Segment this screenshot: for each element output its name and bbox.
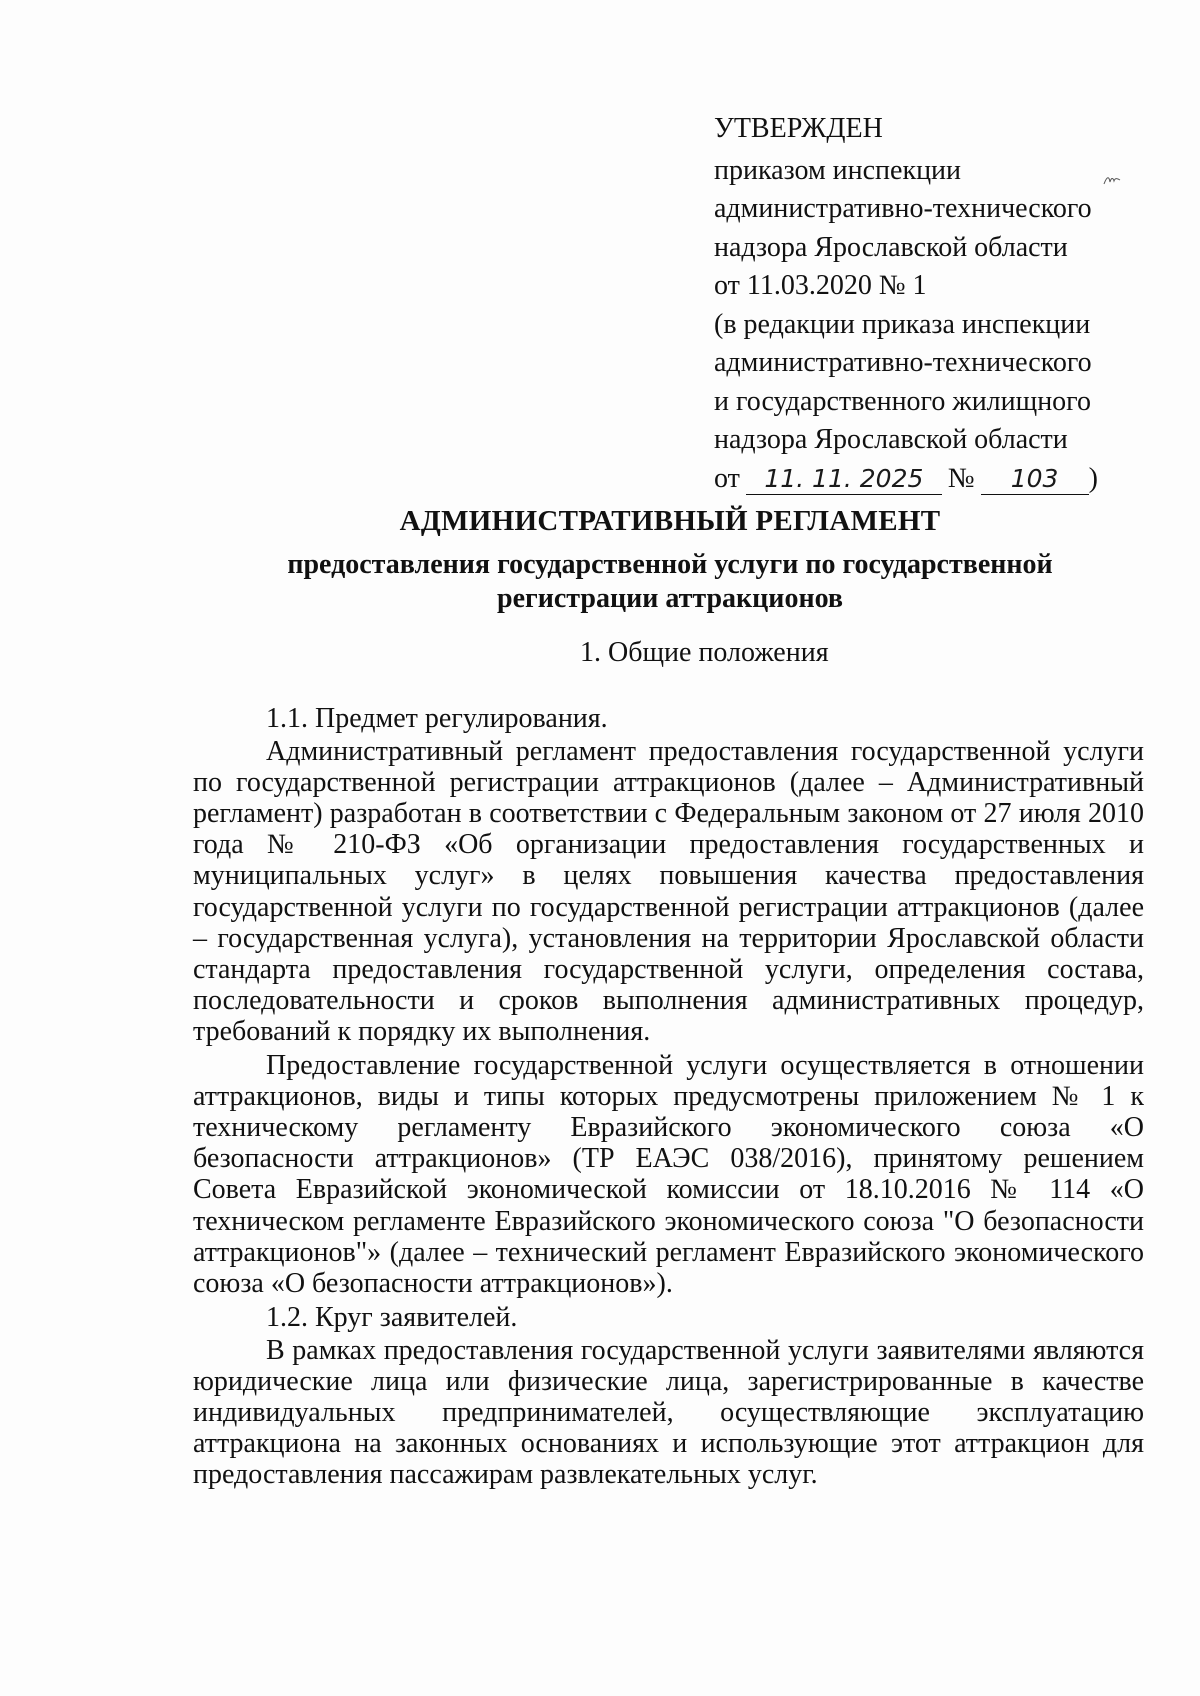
approval-heading: УТВЕРЖДЕН [714,113,883,144]
approval-line: административно-технического [714,193,1092,224]
approval-line: от 11.03.2020 № 1 [714,270,927,301]
subsection-heading: 1.2. Круг заявителей. [266,1301,518,1333]
handwritten-date: 11. 11. 2025 [746,464,942,495]
paragraph: В рамках предоставления государственной услуги заявителями являются юридические лица или физические лица, зарегистрированные в качестве индивидуальных предпринимателей, осуществляющие эксплуатацию аттракциона на законных основаниях и использующие этот аттракцион для предоставления пассажирам развлекательных услуг. [193,1334,1144,1491]
subsection-heading: 1.1. Предмет регулирования. [266,703,608,734]
initials-mark [1102,172,1122,188]
approval-stamp-block [714,110,1154,498]
approval-date-prefix: от [714,462,740,494]
document-title-block [190,504,1150,616]
document-title: АДМИНИСТРАТИВНЫЙ РЕГЛАМЕНТ [399,505,941,537]
number-sign: № [947,462,975,494]
closing-parenthesis: ) [1088,462,1098,494]
approval-line: (в редакции приказа инспекции [714,308,1091,340]
paragraph: Предоставление государственной услуги осуществляется в отношении аттракционов, виды и типы которых предусмотрены приложением № 1 к техническому регламенту Евразийского экономического союза «О безопасности аттракционов» (ТР ЕАЭС 038/2016), принятому решением Совета Евразийской экономической комиссии от 18.10.2016 № 114 «О техническом регламенте Евразийского экономического союза "О безопасности аттракционов"» (далее – технический регламент Евразийского экономического союза «О безопасности аттракционов»). [193,1050,1144,1299]
handwritten-number: 103 [981,464,1089,495]
approval-line: надзора Ярославской области [714,424,1068,455]
approval-date-line [714,460,1154,499]
approval-line: и государственного жилищного [714,385,1091,417]
paragraph: Административный регламент предоставления государственной услуги по государственной регистрации аттракционов (далее – Административный регламент) разработан в соответствии с Федеральным законом от 27 июля 2010 года № 210-ФЗ «Об организации предоставления государственных и муниципальных услуг» в целях повышения качества предоставления государственной услуги по государственной регистрации аттракционов (далее – государственная услуга), установления на территории Ярославской области стандарта предоставления государственной услуги, определения состава, последовательности и сроков выполнения административных процедур, требований к порядку их выполнения. [193,736,1144,1047]
approval-line: административно-технического [714,347,1092,378]
section-heading: 1. Общие положения [580,637,829,668]
document-body [193,703,1144,1490]
document-subtitle-line: предоставления государственной услуги по государственной [287,549,1053,580]
approval-line: надзора Ярославской области [714,231,1068,263]
document-subtitle-line: регистрации аттракционов [497,583,843,614]
approval-line: приказом инспекции [714,154,962,186]
